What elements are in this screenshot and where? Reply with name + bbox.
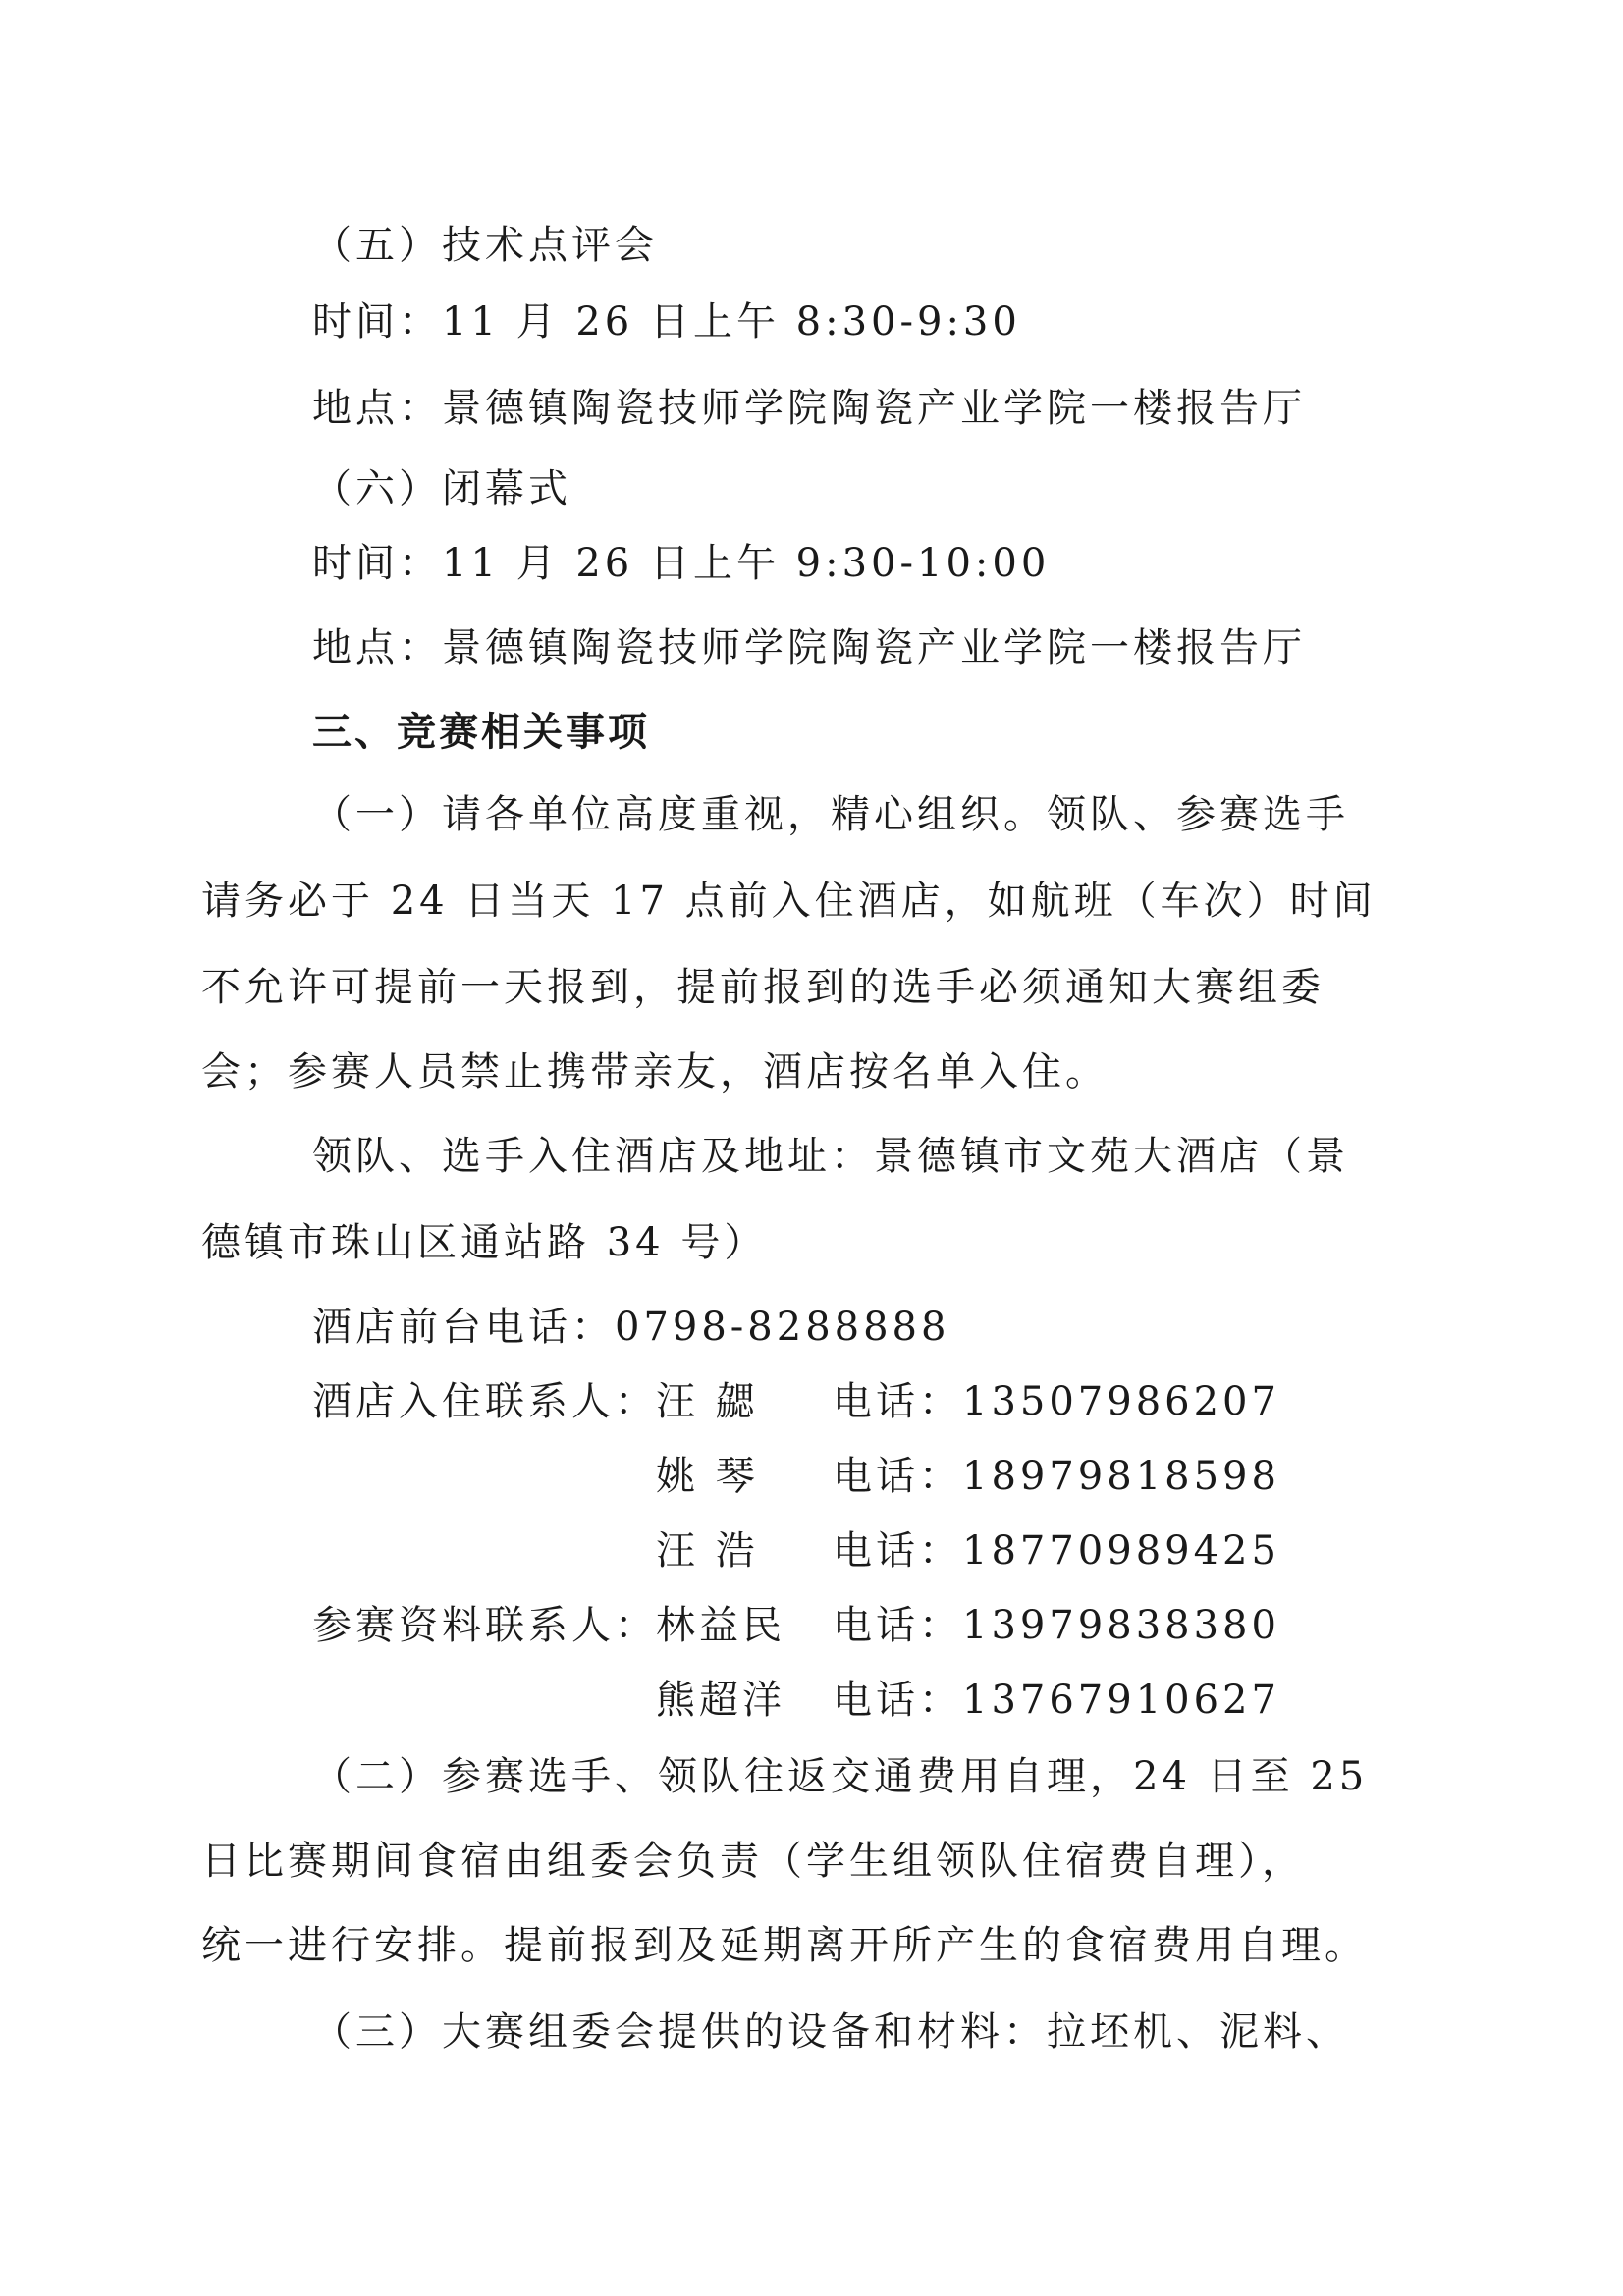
- contact-name: 汪 勰: [656, 1379, 759, 1424]
- paragraph-2-line: 日比赛期间食宿由组委会负责（学生组领队住宿费自理），: [201, 1839, 1305, 1884]
- paragraph-1-line: （一）请各单位高度重视，精心组织。领队、参赛选手: [312, 792, 1349, 837]
- section-6-title: （六）闭幕式: [312, 466, 571, 511]
- contact-name: 熊超洋: [656, 1678, 785, 1723]
- section-6-time: 时间：11 月 26 日上午 9:30-10:00: [312, 541, 1051, 586]
- paragraph-1-line: 请务必于 24 日当天 17 点前入住酒店，如航班（车次）时间: [201, 879, 1377, 924]
- paragraph-2-line: （二）参赛选手、领队往返交通费用自理，24 日至 25: [312, 1754, 1369, 1799]
- paragraph-1-line: 会；参赛人员禁止携带亲友，酒店按名单入住。: [201, 1049, 1109, 1095]
- contact-name: 姚 琴: [656, 1454, 759, 1499]
- paragraph-2-line: 统一进行安排。提前报到及延期离开所产生的食宿费用自理。: [201, 1923, 1368, 1968]
- contact-phone: 电话：13979838380: [833, 1603, 1280, 1648]
- section-5-title: （五）技术点评会: [312, 223, 658, 268]
- heading-3: 三、竞赛相关事项: [312, 710, 650, 755]
- contact-phone: 电话：18979818598: [833, 1454, 1280, 1499]
- section-5-time: 时间：11 月 26 日上午 8:30-9:30: [312, 299, 1021, 345]
- front-desk-phone: 酒店前台电话：0798-8288888: [312, 1305, 950, 1350]
- contact-name: 林益民: [656, 1603, 785, 1648]
- section-5-place: 地点：景德镇陶瓷技师学院陶瓷产业学院一楼报告厅: [312, 386, 1306, 431]
- contact-name: 汪 浩: [656, 1528, 759, 1574]
- contact-phone: 电话：18770989425: [833, 1528, 1280, 1574]
- paragraph-1-line: 不允许可提前一天报到，提前报到的选手必须通知大赛组委: [201, 965, 1325, 1010]
- material-contact-label: 参赛资料联系人：: [312, 1603, 658, 1648]
- hotel-contact-label: 酒店入住联系人：: [312, 1379, 658, 1424]
- contact-phone: 电话：13767910627: [833, 1678, 1280, 1723]
- contact-phone: 电话：13507986207: [833, 1379, 1280, 1424]
- hotel-line: 领队、选手入住酒店及地址：景德镇市文苑大酒店（景: [312, 1134, 1349, 1179]
- paragraph-3-line: （三）大赛组委会提供的设备和材料：拉坯机、泥料、: [312, 2009, 1349, 2055]
- section-6-place: 地点：景德镇陶瓷技师学院陶瓷产业学院一楼报告厅: [312, 625, 1306, 670]
- hotel-line: 德镇市珠山区通站路 34 号）: [201, 1220, 768, 1265]
